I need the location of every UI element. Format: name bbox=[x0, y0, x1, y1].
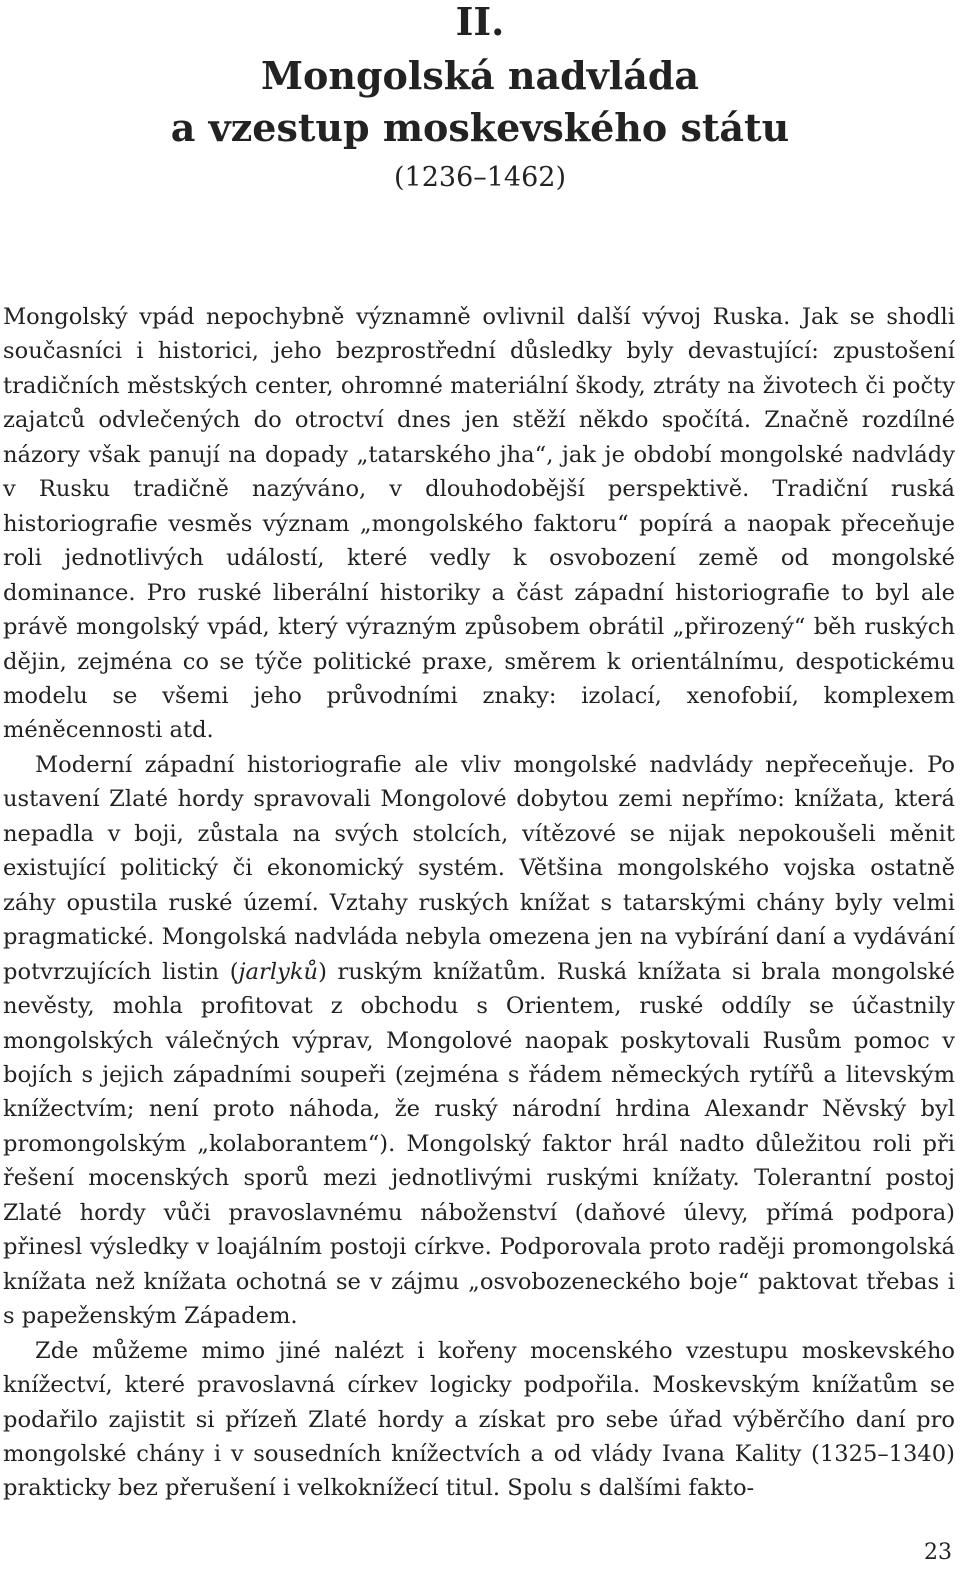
paragraph-2-part-2: ) ruským knížatům. Ruská knížata si brala mongolské nevěsty, mohla profitovat z obchodu s Orientem, ruské oddíly se účastnily mongolských válečných výprav, Mongolové naopak poskytovali Rusům pomoc v bojích s jejich západními soupeři (zejména s řádem německých rytířů a litevským knížectvím; není proto náhoda, že ruský národní hrdina Alexandr Něvský byl promongolským „kolaborantem“). Mongolský faktor hrál nadto důležitou roli při řešení mocenských sporů mezi jednotlivými ruskými knížaty. Tolerantní postoj Zlaté hordy vůči pravoslavnému náboženství (daňové úlevy, přímá podpora) přinesl výsledky v loajálním postoji církve. Podporovala proto raději promongolská knížata než knížata ochotná se v zájmu „osvobozeneckého boje“ paktovat třebas i s papeženským Západem. bbox=[3, 958, 955, 1330]
paragraph-2-part-1: Moderní západní historiografie ale vliv mongolské nadvlády nepřeceňuje. Po ustavení Zlaté hordy spravovali Mongolové dobytou zemi nepřímo: knížata, která nepadla v boji, zůstala na svých stolcích, vítězové se nijak nepokoušeli měnit existující politický či ekonomický systém. Většina mongolského vojska ostatně záhy opustila ruské území. Vztahy ruských knížat s tatarskými chány byly velmi pragmatické. Mongolská nadvláda nebyla omezena jen na vybírání daní a vydávání potvrzujících listin ( bbox=[3, 751, 955, 985]
chapter-dates: (1236–1462) bbox=[394, 162, 566, 193]
chapter-title-line-2: a vzestup moskevského státu bbox=[170, 105, 790, 150]
page-number: 23 bbox=[924, 1540, 952, 1565]
paragraph-1: Mongolský vpád nepochybně významně ovlivnil další vývoj Ruska. Jak se shodli současníci i historici, jeho bezprostřední důsledky byly devastující: zpustošení tradičních městských center, ohromné materiální škody, ztráty na životech či počty zajatců odvlečených do otroctví dnes jen stěží někdo spočítá. Značně rozdílné názory však panují na dopady „tatarského jha“, jak je období mongolské nadvlády v Rusku tradičně nazýváno, v dlouhodobější perspektivě. Tradiční ruská historiografie vesměs význam „mongolského faktoru“ popírá a naopak přeceňuje roli jednotlivých událostí, které vedly k osvobození země od mongolské dominance. Pro ruské liberální historiky a část západní historiografie to byl ale právě mongolský vpád, který výrazným způsobem obrátil „přirozený“ běh ruských dějin, zejména co se týče politické praxe, směrem k orientálnímu, despotickému modelu se všemi jeho průvodními znaky: izolací, xenofobií, komplexem méněcennosti atd. bbox=[3, 304, 955, 744]
chapter-title bbox=[0, 50, 960, 154]
paragraph-2 bbox=[3, 748, 955, 1334]
paragraph-3: Zde můžeme mimo jiné nalézt i kořeny mocenského vzestupu moskevského knížectví, které pravoslavná církev logicky podpořila. Moskevským knížatům se podařilo zajistit si přízeň Zlaté hordy a získat pro sebe úřad výběrčího daní pro mongolské chány i v sousedních knížectvích a od vlády Ivana Kality (1325–1340) prakticky bez přerušení i velkoknížecí titul. Spolu s dalšími fakto- bbox=[3, 1337, 955, 1502]
paragraph-2-italic-term: jarlyků bbox=[238, 958, 319, 985]
chapter-number: II. bbox=[455, 0, 505, 44]
chapter-title-line-1: Mongolská nadvláda bbox=[260, 53, 700, 98]
body-text bbox=[3, 300, 955, 1506]
